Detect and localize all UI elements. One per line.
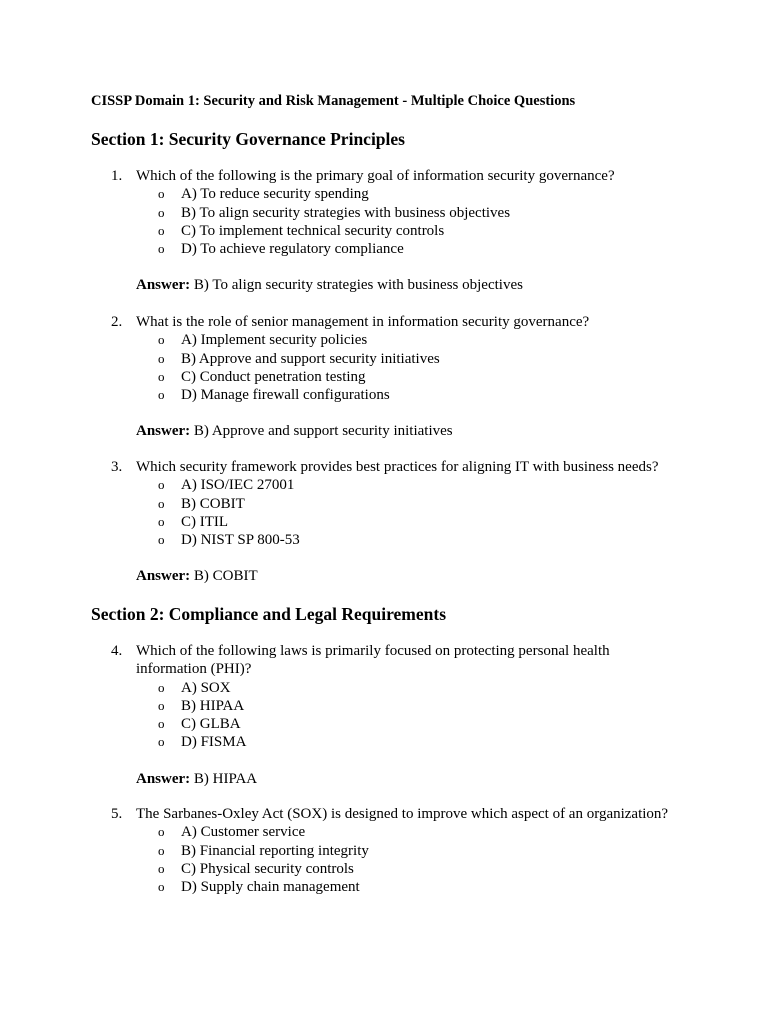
question-text: What is the role of senior management in information security governance? [136,314,590,330]
question-1 [111,167,711,295]
option-list [111,679,711,752]
option-b [111,495,711,513]
option-b [111,842,711,860]
bullet-icon: o [158,186,165,202]
bullet-icon: o [158,513,165,529]
option-d [111,531,711,549]
option-text: D) FISMA [181,734,247,751]
option-text: A) To reduce security spending [181,186,369,203]
option-text: A) ISO/IEC 27001 [181,477,295,494]
option-c [111,715,711,733]
bullet-icon: o [158,204,165,220]
option-text: B) Approve and support security initiatives [181,350,440,367]
document-title: CISSP Domain 1: Security and Risk Management - Multiple Choice Questions [91,93,576,109]
option-c [111,368,711,386]
option-c [111,860,711,878]
answer-label: Answer: [136,770,191,787]
question-text: The Sarbanes-Oxley Act (SOX) is designed to improve which aspect of an organization? [136,806,669,822]
answer-text: B) HIPAA [190,770,258,787]
option-text: B) Financial reporting integrity [181,842,369,859]
bullet-icon: o [158,716,165,732]
question-number: 2. [111,314,123,330]
question-5 [111,805,711,896]
option-a [111,185,711,203]
option-d [111,733,711,751]
bullet-icon: o [158,679,165,695]
bullet-icon: o [158,222,165,238]
answer [136,422,711,440]
option-a [111,331,711,349]
bullet-icon: o [158,332,165,348]
option-list [111,185,711,258]
option-text: B) COBIT [181,495,245,512]
question-4 [111,642,711,788]
answer-text: B) Approve and support security initiatives [190,423,453,440]
option-text: A) SOX [181,679,231,696]
bullet-icon: o [158,842,165,858]
option-d [111,878,711,896]
option-text: D) Manage firewall configurations [181,387,390,404]
section-heading-1: Section 1: Security Governance Principles [91,129,405,149]
option-list [111,823,711,896]
answer-text: B) COBIT [190,568,258,585]
answer [136,567,711,585]
answer-label: Answer: [136,423,191,440]
option-text: C) Conduct penetration testing [181,368,366,385]
option-list [111,331,711,404]
answer-label: Answer: [136,568,191,585]
question-number: 5. [111,806,123,822]
option-c [111,513,711,531]
question-number: 1. [111,168,123,184]
option-text: B) To align security strategies with business objectives [181,204,511,221]
bullet-icon: o [158,368,165,384]
question-text: Which security framework provides best practices for aligning IT with business needs? [136,459,659,475]
question-3 [111,458,711,586]
bullet-icon: o [158,477,165,493]
section-heading-2: Section 2: Compliance and Legal Requirements [91,604,447,624]
option-d [111,386,711,404]
option-text: D) Supply chain management [181,879,360,896]
answer-label: Answer: [136,277,191,294]
bullet-icon: o [158,241,165,257]
option-c [111,222,711,240]
bullet-icon: o [158,532,165,548]
option-b [111,350,711,368]
option-a [111,823,711,841]
question-text: Which of the following laws is primarily focused on protecting personal health information (PHI)? [136,643,610,678]
option-b [111,204,711,222]
bullet-icon: o [158,860,165,876]
answer-text: B) To align security strategies with business objectives [190,277,523,294]
question-2 [111,313,711,441]
bullet-icon: o [158,824,165,840]
option-b [111,697,711,715]
answer [136,276,711,294]
bullet-icon: o [158,495,165,511]
bullet-icon: o [158,350,165,366]
option-text: D) To achieve regulatory compliance [181,241,404,258]
bullet-icon: o [158,734,165,750]
bullet-icon: o [158,387,165,403]
option-text: C) GLBA [181,716,241,733]
question-number: 3. [111,459,123,475]
option-text: A) Implement security policies [181,332,368,349]
option-text: B) HIPAA [181,697,245,714]
question-text: Which of the following is the primary goal of information security governance? [136,168,615,184]
answer [136,770,711,788]
option-text: C) Physical security controls [181,860,354,877]
bullet-icon: o [158,879,165,895]
option-text: C) To implement technical security controls [181,222,445,239]
option-text: A) Customer service [181,824,306,841]
option-list [111,476,711,549]
option-d [111,240,711,258]
option-a [111,679,711,697]
option-a [111,476,711,494]
option-text: C) ITIL [181,513,229,530]
question-number: 4. [111,643,123,659]
bullet-icon: o [158,697,165,713]
option-text: D) NIST SP 800-53 [181,532,300,549]
